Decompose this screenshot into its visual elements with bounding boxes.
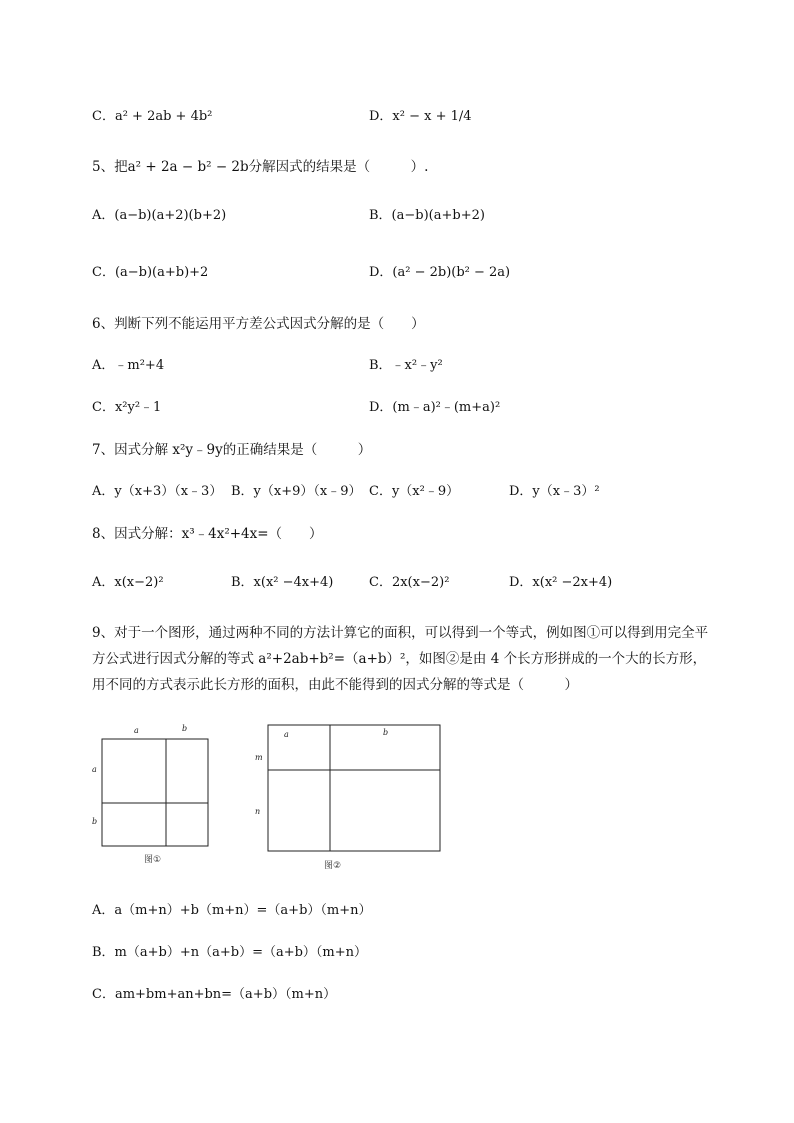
q8-option-b: B．x(x² −4x+4) (231, 575, 334, 590)
q6-stem: 6、判断下列不能运用平方差公式因式分解的是（ ） (92, 316, 425, 332)
fig1-label-b-top: b (182, 724, 188, 733)
q7-option-b: B．y（x+9）（x﹣9） (231, 484, 362, 499)
fig2-caption: 图② (324, 861, 342, 871)
fig1-label-a-left: a (92, 765, 97, 774)
q9-option-c: C．am+bm+an+bn=（a+b）（m+n） (92, 987, 337, 1002)
q6-option-d: D．(m﹣a)²﹣(m+a)² (369, 400, 501, 415)
fig1-label-b-left: b (92, 817, 98, 826)
q6-option-c: C．x²y²﹣1 (92, 400, 162, 415)
q5-stem: 5、把a² + 2a − b² − 2b分解因式的结果是（ ）. (92, 159, 429, 175)
q9-stem: 9、对于一个图形，通过两种不同的方法计算它的面积，可以得到一个等式，例如图①可以得到用完全平方公式进行因式分解的等式 a²+2ab+b²=（a+b）²，如图②是由 4 个长方形拼成的一个大的长方形，用不同的方式表示此长方形的面积，由此不能得到的因式分解的等式是（ ） (92, 625, 709, 693)
q5-option-d: D．(a² − 2b)(b² − 2a) (369, 265, 511, 280)
fig1-label-a-top: a (134, 726, 139, 735)
figure-1 (86, 718, 216, 868)
fig2-label-b-top: b (383, 728, 389, 737)
figure-2 (250, 718, 450, 878)
q8-option-d: D．x(x² −2x+4) (509, 575, 613, 590)
q9-option-b: B．m（a+b）+n（a+b）=（a+b）（m+n） (92, 945, 368, 960)
q7-option-a: A．y（x+3）（x﹣3） (92, 484, 223, 499)
q6-option-a: A．﹣m²+4 (92, 358, 165, 373)
q5-option-a: A．(a−b)(a+2)(b+2) (92, 208, 227, 223)
q7-option-d: D．y（x﹣3）² (509, 484, 600, 499)
q4-option-d: D．x² − x + 1/4 (369, 109, 472, 124)
fig2-label-n-left: n (255, 807, 261, 816)
fig2-label-m-left: m (255, 753, 263, 762)
q8-stem: 8、因式分解：x³﹣4x²+4x=（ ） (92, 526, 323, 542)
q7-option-c: C．y（x²﹣9） (369, 484, 460, 499)
q7-stem: 7、因式分解 x²y﹣9y的正确结果是（ ） (92, 442, 372, 458)
fig1-caption: 图① (144, 855, 162, 865)
q4-option-c: C．a² + 2ab + 4b² (92, 109, 213, 124)
q6-option-b: B．﹣x²﹣y² (369, 358, 443, 373)
q8-option-c: C．2x(x−2)² (369, 575, 450, 590)
q5-option-b: B．(a−b)(a+b+2) (369, 208, 485, 223)
fig2-label-a-top: a (284, 730, 289, 739)
q5-option-c: C．(a−b)(a+b)+2 (92, 265, 209, 280)
q8-option-a: A．x(x−2)² (92, 575, 164, 590)
q9-option-a: A．a（m+n）+b（m+n）=（a+b）（m+n） (92, 903, 372, 918)
